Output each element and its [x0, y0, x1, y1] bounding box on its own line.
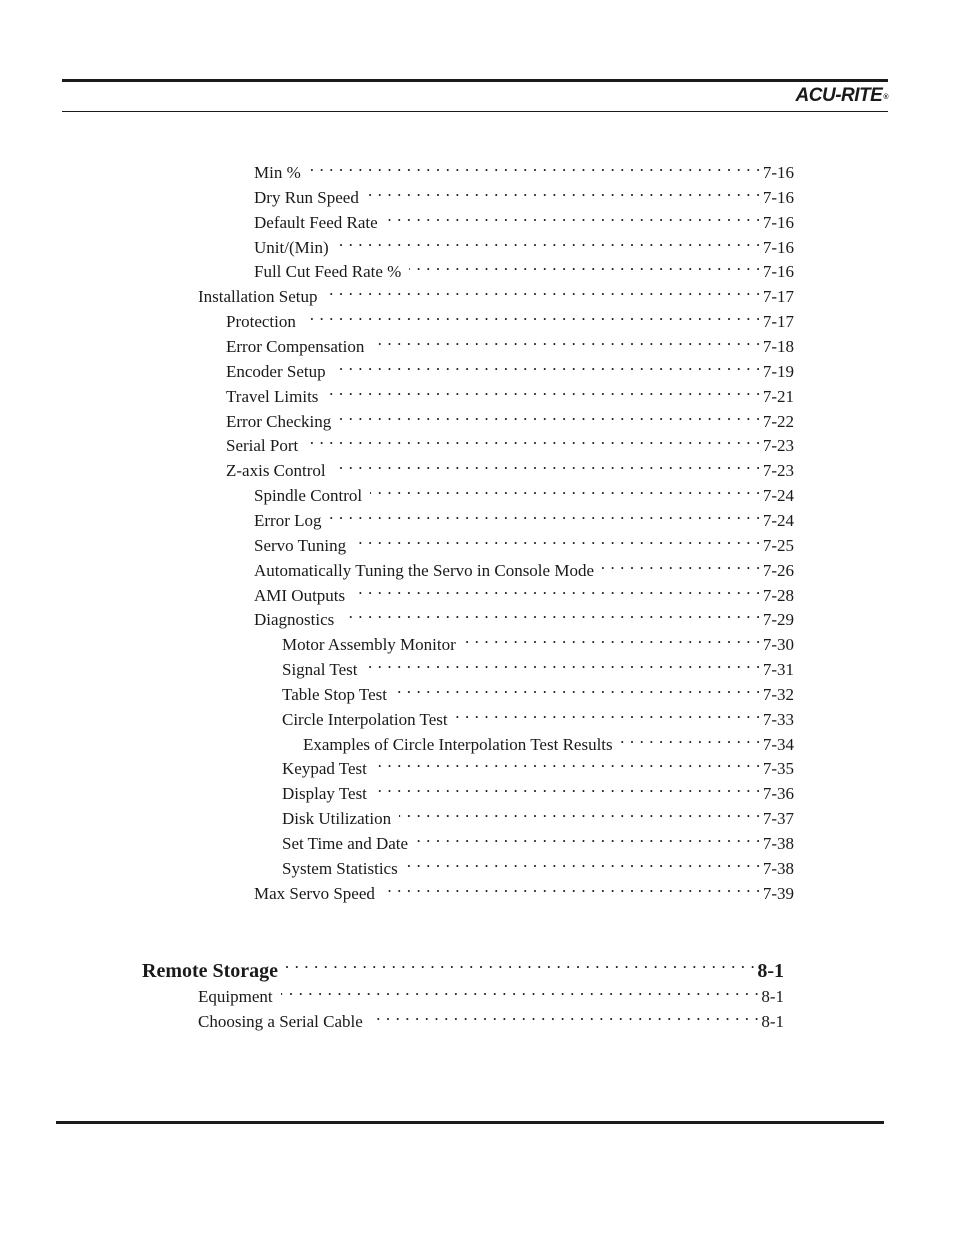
toc-entry-label: Diagnostics [254, 610, 335, 629]
toc-entry[interactable] [282, 750, 794, 778]
toc-entry-label: Set Time and Date [282, 834, 409, 853]
toc-entry-page: 7-16 [762, 188, 794, 207]
toc-entry[interactable] [198, 278, 794, 306]
toc-entry-label: Servo Tuning [254, 536, 347, 555]
toc-entry-page: 8-1 [757, 960, 784, 982]
toc-entry-label: Error Checking [226, 412, 332, 431]
toc-entry-label: AMI Outputs [254, 586, 346, 605]
toc-leader [372, 328, 760, 352]
toc-entry-page: 7-32 [762, 685, 794, 704]
toc-leader [342, 601, 761, 625]
toc-leader [326, 378, 760, 402]
toc-entry[interactable] [282, 775, 794, 803]
toc-entry[interactable] [226, 378, 794, 406]
toc-entry-label: Choosing a Serial Cable [198, 1012, 363, 1031]
toc-entry[interactable] [226, 452, 794, 480]
toc-entry[interactable] [254, 253, 794, 281]
toc-entry-page: 7-22 [762, 412, 794, 431]
toc-leader [375, 775, 761, 799]
toc-leader [399, 800, 761, 824]
toc-entry-label: Remote Storage [142, 960, 279, 982]
toc-entry-label: Dry Run Speed [254, 188, 359, 207]
toc-leader [456, 701, 761, 725]
toc-entry-label: Error Log [254, 511, 322, 530]
toc-leader [304, 303, 761, 327]
toc-entry-label: Signal Test [282, 660, 358, 679]
toc-entry-page: 8-1 [761, 987, 784, 1006]
toc-leader [353, 577, 761, 601]
toc-entry-label: Display Test [282, 784, 367, 803]
toc-entry[interactable] [226, 328, 794, 356]
toc-entry-page: 7-23 [762, 436, 794, 455]
toc-entry-page: 7-24 [762, 511, 794, 530]
toc-entry[interactable] [282, 651, 794, 679]
toc-entry-label: Motor Assembly Monitor [282, 635, 456, 654]
toc-entry-page: 7-21 [762, 387, 794, 406]
toc-leader [602, 552, 761, 576]
toc-entry[interactable] [254, 204, 794, 232]
toc-leader [367, 179, 761, 203]
toc-entry-label: Unit/(Min) [254, 238, 329, 257]
toc-entry[interactable] [254, 229, 794, 257]
toc-leader [621, 726, 761, 750]
toc-leader [370, 477, 761, 501]
toc-entry[interactable] [282, 626, 794, 654]
brand-logo [796, 85, 888, 107]
toc-entry[interactable] [226, 403, 794, 431]
toc-leader [281, 978, 760, 1002]
toc-leader [409, 253, 761, 277]
toc-entry-page: 7-16 [762, 163, 794, 182]
toc-entry-page: 7-33 [762, 710, 794, 729]
toc-entry[interactable] [254, 179, 794, 207]
toc-leader [334, 452, 761, 476]
toc-leader [371, 1003, 760, 1027]
toc-entry-page: 7-16 [762, 238, 794, 257]
toc-entry-label: Serial Port [226, 436, 299, 455]
toc-entry-page: 7-16 [762, 213, 794, 232]
header-top-rule [62, 79, 888, 82]
toc-leader [325, 278, 760, 302]
toc-leader [354, 527, 761, 551]
toc-leader [337, 229, 761, 253]
toc-entry-label: Full Cut Feed Rate % [254, 262, 402, 281]
toc-entry[interactable] [282, 701, 794, 729]
toc-entry-page: 7-37 [762, 809, 794, 828]
toc-entry-page: 7-34 [762, 735, 794, 754]
toc-entry-page: 7-38 [762, 859, 794, 878]
toc-entry-page: 7-25 [762, 536, 794, 555]
brand-name: ACU-RITE [795, 85, 883, 106]
toc-entry-label: Installation Setup [198, 287, 318, 306]
toc-entry-page: 7-35 [762, 759, 794, 778]
toc-entry[interactable] [226, 303, 794, 331]
toc-entry[interactable] [198, 978, 784, 1006]
toc-entry-page: 7-29 [762, 610, 794, 629]
toc-entry-label: Table Stop Test [282, 685, 387, 704]
toc-entry[interactable] [198, 1003, 784, 1031]
toc-entry-page: 7-17 [762, 312, 794, 331]
toc-entry[interactable] [254, 577, 794, 605]
toc-entry[interactable] [254, 875, 794, 903]
toc-entry[interactable] [254, 477, 794, 505]
toc-entry[interactable] [282, 850, 794, 878]
toc-entry-page: 7-30 [762, 635, 794, 654]
toc-entry-label: Default Feed Rate [254, 213, 378, 232]
toc-entry-label: Min % [254, 163, 301, 182]
toc-entry-page: 7-16 [762, 262, 794, 281]
toc-entry-page: 7-19 [762, 362, 794, 381]
toc-entry-page: 7-39 [762, 884, 794, 903]
toc-entry-label: Disk Utilization [282, 809, 392, 828]
footer-rule [56, 1121, 884, 1124]
toc-entry-label: Spindle Control [254, 486, 363, 505]
toc-entry-label: Error Compensation [226, 337, 365, 356]
toc-leader [286, 949, 755, 977]
toc-entry-page: 7-28 [762, 586, 794, 605]
toc-entry[interactable] [226, 353, 794, 381]
toc-entry-label: Examples of Circle Interpolation Test Results [303, 735, 613, 754]
toc-entry-page: 7-23 [762, 461, 794, 480]
toc-leader [406, 850, 761, 874]
toc-entry-page: 7-31 [762, 660, 794, 679]
toc-entry[interactable] [254, 552, 794, 580]
toc-entry[interactable] [254, 502, 794, 530]
toc-entry-label: Keypad Test [282, 759, 367, 778]
toc-leader [416, 825, 761, 849]
toc-entry[interactable] [282, 800, 794, 828]
toc-entry-page: 7-26 [762, 561, 794, 580]
toc-entry[interactable] [254, 154, 794, 182]
toc-entry-label: System Statistics [282, 859, 398, 878]
toc-entry-page: 7-38 [762, 834, 794, 853]
toc-leader [330, 502, 761, 526]
toc-leader [306, 427, 761, 451]
toc-entry-label: Equipment [198, 987, 273, 1006]
toc-entry-label: Travel Limits [226, 387, 319, 406]
toc-entry-label: Automatically Tuning the Servo in Console Mode [254, 561, 594, 580]
toc-entry-label: Max Servo Speed [254, 884, 375, 903]
toc-entry-label: Protection [226, 312, 296, 331]
toc-entry-page: 7-36 [762, 784, 794, 803]
toc-leader [309, 154, 761, 178]
toc-leader [386, 204, 761, 228]
registered-mark: ® [883, 94, 888, 101]
toc-entry[interactable] [226, 427, 794, 455]
toc-entry-label: Z-axis Control [226, 461, 326, 480]
toc-entry[interactable] [254, 601, 794, 629]
toc-chapter-entry[interactable] [142, 949, 784, 982]
toc-leader [334, 353, 761, 377]
toc-entry[interactable] [303, 726, 794, 754]
toc-entry[interactable] [282, 676, 794, 704]
toc-entry-label: Circle Interpolation Test [282, 710, 448, 729]
toc-leader [395, 676, 761, 700]
toc-leader [383, 875, 761, 899]
header-bottom-rule [62, 111, 888, 112]
toc-entry-page: 7-24 [762, 486, 794, 505]
toc-entry[interactable] [254, 527, 794, 555]
toc-leader [375, 750, 761, 774]
toc-entry-page: 7-18 [762, 337, 794, 356]
toc-entry-page: 8-1 [761, 1012, 784, 1031]
toc-entry-label: Encoder Setup [226, 362, 326, 381]
toc-leader [365, 651, 760, 675]
toc-entry[interactable] [282, 825, 794, 853]
toc-leader [339, 403, 761, 427]
toc-entry-page: 7-17 [762, 287, 794, 306]
toc-leader [464, 626, 761, 650]
